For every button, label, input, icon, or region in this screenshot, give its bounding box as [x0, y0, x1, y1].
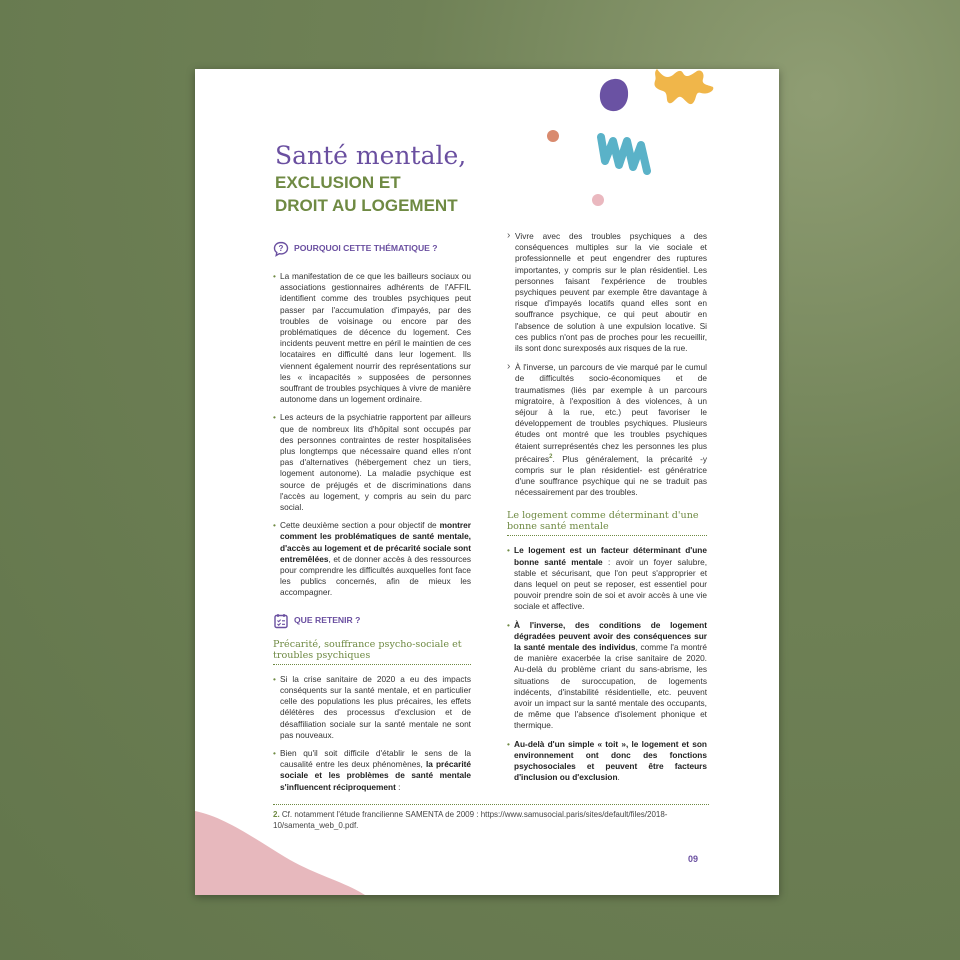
- footnote-ref[interactable]: 2: [549, 453, 553, 460]
- bold-text: À l'inverse, des conditions de logement dégradées peuvent avoir des conséquences sur la santé mentale des individus: [514, 619, 707, 653]
- text-run: : avoir un foyer salubre, stable et sécurisant, que l'on peut s'approprier et dans lequel on peut se reposer, est essentiel pour pouvoir prendre soin de soi et avoir accès à une vie sociale et affective.: [514, 556, 708, 612]
- document-page: [195, 69, 779, 895]
- subheading: Précarité, souffrance psycho-sociale et troubles psychiques: [273, 638, 462, 661]
- text-run: Bien qu'il soit difficile d'établir le sens de la causalité entre les deux phénomènes,: [280, 747, 471, 770]
- subheading: Le logement comme déterminant d'une bonne santé mentale: [507, 510, 699, 533]
- bold-text: la précarité sociale et les problèmes de santé mentale s'influencent réciproquement: [280, 759, 472, 792]
- paragraph: • La manifestation de ce que les bailleurs sociaux ou associations gestionnaires adhérents de l'AFFIL identifient comme des troubles psychiques peut passer par l'accumulation d'impayés, par des troubles de voisinage ou encore par des problématiques de décence du logement. Ces incidents peuvent mettre en péril le maintien de ces locataires en difficulté dans leur logement. Ils viennent également nourrir des représentations sur les « incapacités » supposées de personnes souffrant de troubles psychiques à vivre de manière autonome dans un logement ordinaire.: [273, 271, 471, 405]
- teal-scribble-shape: [595, 127, 655, 187]
- paragraph: [273, 520, 471, 598]
- paragraph: › Vivre avec des troubles psychiques a des conséquences multiples sur la vie sociale et professionnelle et peut engendrer des ruptures importantes, y compris sur le plan résidentiel. Les personnes faisant l'expérience de troubles psychiques peuvent par exemple être davantage à risque d'impayés locatifs quand elles sont en souffrance psychique, ce qui peut aboutir en l'absence de solution à une expulsion locative. Si ces publics n'ont pas de proches pour les recueillir, ils sont donc surexposés aux risques de la rue.: [507, 231, 707, 354]
- text-run: , et de donner accès à des ressources pour comprendre les difficultés auxquelles font face les publics concernés, afin de mieux les accompagner.: [280, 553, 471, 598]
- section-heading-text: POURQUOI CETTE THÉMATIQUE ?: [294, 243, 438, 254]
- bold-text: Le logement est un facteur déterminant d'une bonne santé mentale: [514, 545, 707, 567]
- page-title: Santé mentale,: [275, 141, 467, 170]
- paragraph: [507, 545, 707, 612]
- section-heading-text: QUE RETENIR ?: [294, 615, 361, 626]
- page-number: 09: [688, 854, 699, 864]
- paragraph: [507, 362, 707, 498]
- text-run: . Plus généralement, la précarité -y compris sur le plan résidentiel- est génératrice d'une souffrance psychique qui ne se traduit pas nécessairement par des troubles.: [515, 453, 707, 498]
- svg-text:?: ?: [278, 244, 284, 254]
- coral-dot-shape: [546, 129, 560, 143]
- bold-text: Au-delà d'un simple « toit », le logement et son environnement ont donc des fonctions psychosociales et peuvent être facteurs d'inclusion ou d'exclusion: [514, 738, 707, 783]
- section-heading-why: [273, 241, 471, 257]
- left-column: [273, 231, 471, 800]
- purple-blob-shape: [597, 77, 631, 113]
- paragraph: [507, 739, 707, 784]
- right-column: [507, 231, 707, 791]
- footnote: [273, 804, 709, 831]
- yellow-splash-shape: [653, 69, 715, 109]
- bold-text: montrer comment les problématiques de santé mentale, d'accès au logement et de précarité sociale sont entremêlées: [280, 520, 471, 564]
- paragraph: [273, 748, 471, 793]
- dotted-divider: [507, 535, 707, 536]
- paragraph: • Si la crise sanitaire de 2020 a eu des impacts conséquents sur la santé mentale, et en particulier celle des populations les plus précaires, les effets délétères des processus d'exclusion et de désaffiliation sociale sur la santé mentale ne sont pas nouveaux.: [273, 674, 471, 741]
- paragraph: • Les acteurs de la psychiatrie rapportent par ailleurs que de nombreux lits d'hôpital sont occupés par des personnes contraintes de rester hospitalisées plus longtemps que nécessaire quand elles n'ont pas d'alternatives (hébergement chez un tiers, logement autonome). La maladie psychique est source de préjugés et de discriminations dans l'accès au logement, y compris au sein du parc social.: [273, 412, 471, 513]
- footnote-text: Cf. notamment l'étude francilienne SAMENTA de 2009 : https://www.samusocial.paris/sites/default/files/2018-10/samenta_web_0.pdf.: [273, 810, 668, 830]
- text-run: À l'inverse, un parcours de vie marqué par le cumul de difficultés socio-économiques et de traumatismes (liés par exemple à un parcours migratoire, à l'exposition à des violences, à un séjour à la rue, etc.) peut favoriser le développement de troubles psychiques. Plusieurs études ont montré que les troubles psychiques étaient surreprésentés chez les personnes les plus précaires: [515, 362, 707, 464]
- paragraph: [507, 620, 707, 732]
- section-heading-retain: [273, 613, 471, 629]
- footnote-number: 2.: [273, 810, 280, 819]
- page-title-line2: EXCLUSION ET: [275, 173, 401, 192]
- question-bubble-icon: [273, 241, 289, 257]
- page-title-line3: DROIT AU LOGEMENT: [275, 196, 458, 215]
- text-run: :: [395, 781, 401, 792]
- checklist-icon: [273, 613, 289, 629]
- title-block: [275, 141, 466, 217]
- pink-dot-shape: [591, 193, 605, 207]
- dotted-divider: [273, 664, 471, 665]
- text-run: , comme l'a montré de manière exacerbée la crise sanitaire de 2020. Au-delà du problème criant du sans-abrisme, les situations de suroccupation, de logements indécents, d'instabilité résidentielle, etc. peuvent avoir un impact sur la santé mentale des occupants, de même que l'absence d'isolement phonique et thermique.: [514, 642, 707, 731]
- text-run: .: [617, 772, 620, 783]
- text-run: Cette deuxième section a pour objectif de: [280, 520, 440, 531]
